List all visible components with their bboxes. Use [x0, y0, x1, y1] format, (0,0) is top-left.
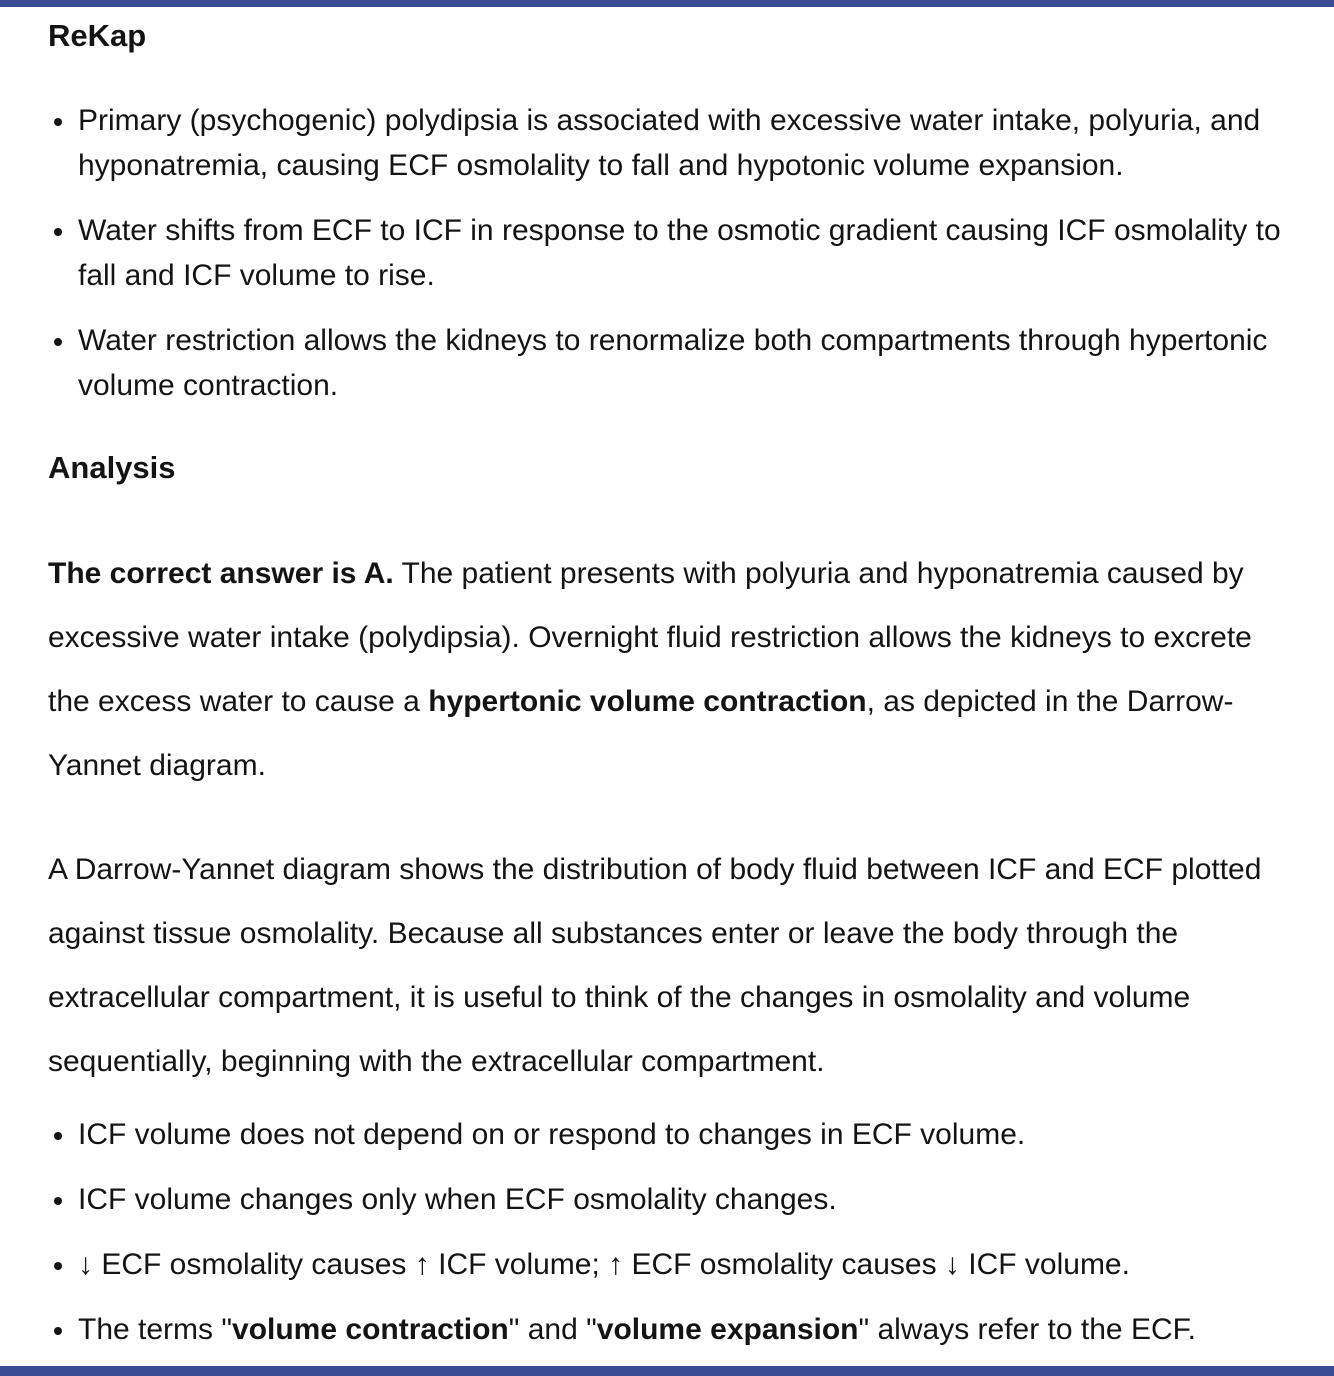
list-item: Water restriction allows the kidneys to renormalize both compartments through hypertonic volume contraction.: [48, 318, 1298, 408]
list-item: ICF volume does not depend on or respond to changes in ECF volume.: [48, 1112, 1298, 1157]
analysis-heading: Analysis: [48, 450, 176, 485]
paragraph-text: , as depicted in the Darrow-Yannet diagram.: [48, 685, 1234, 782]
item-text: " and ": [508, 1313, 597, 1346]
paragraph-text: The patient presents with polyuria and hyponatremia caused by excessive water intake (polydipsia). Overnight fluid restriction allows the kidneys to excrete the excess water to cause a: [48, 557, 1252, 718]
bold-term: volume contraction: [232, 1313, 509, 1346]
list-item: [48, 1307, 1298, 1352]
correct-answer-lead: The correct answer is A.: [48, 557, 394, 590]
item-text: The terms ": [78, 1313, 233, 1346]
rekap-heading: ReKap: [48, 18, 147, 53]
analysis-paragraph-2: A Darrow-Yannet diagram shows the distribution of body fluid between ICF and ECF plotted against tissue osmolality. Because all substances enter or leave the body through the extracellular compartment, it is useful to think of the changes in osmolality and volume sequentially, beginning with the extracellular compartment.: [48, 853, 1262, 1078]
top-frame-bar: [0, 0, 1334, 7]
rekap-list: [48, 98, 1298, 408]
bold-term: volume expansion: [596, 1313, 859, 1346]
bottom-frame-bar: [0, 1366, 1334, 1376]
analysis-paragraph-1: [48, 542, 1298, 798]
analysis-list: [48, 1112, 1298, 1352]
bold-term: hypertonic volume contraction: [428, 685, 867, 718]
list-item: Water shifts from ECF to ICF in response to the osmotic gradient causing ICF osmolality to fall and ICF volume to rise.: [48, 208, 1298, 298]
content-area: [48, 14, 1298, 1352]
list-item: Primary (psychogenic) polydipsia is associated with excessive water intake, polyuria, and hyponatremia, causing ECF osmolality to fall and hypotonic volume expansion.: [48, 98, 1298, 188]
item-text: " always refer to the ECF.: [858, 1313, 1196, 1346]
list-item: ↓ ECF osmolality causes ↑ ICF volume; ↑ ECF osmolality causes ↓ ICF volume.: [48, 1242, 1298, 1287]
list-item: ICF volume changes only when ECF osmolality changes.: [48, 1177, 1298, 1222]
